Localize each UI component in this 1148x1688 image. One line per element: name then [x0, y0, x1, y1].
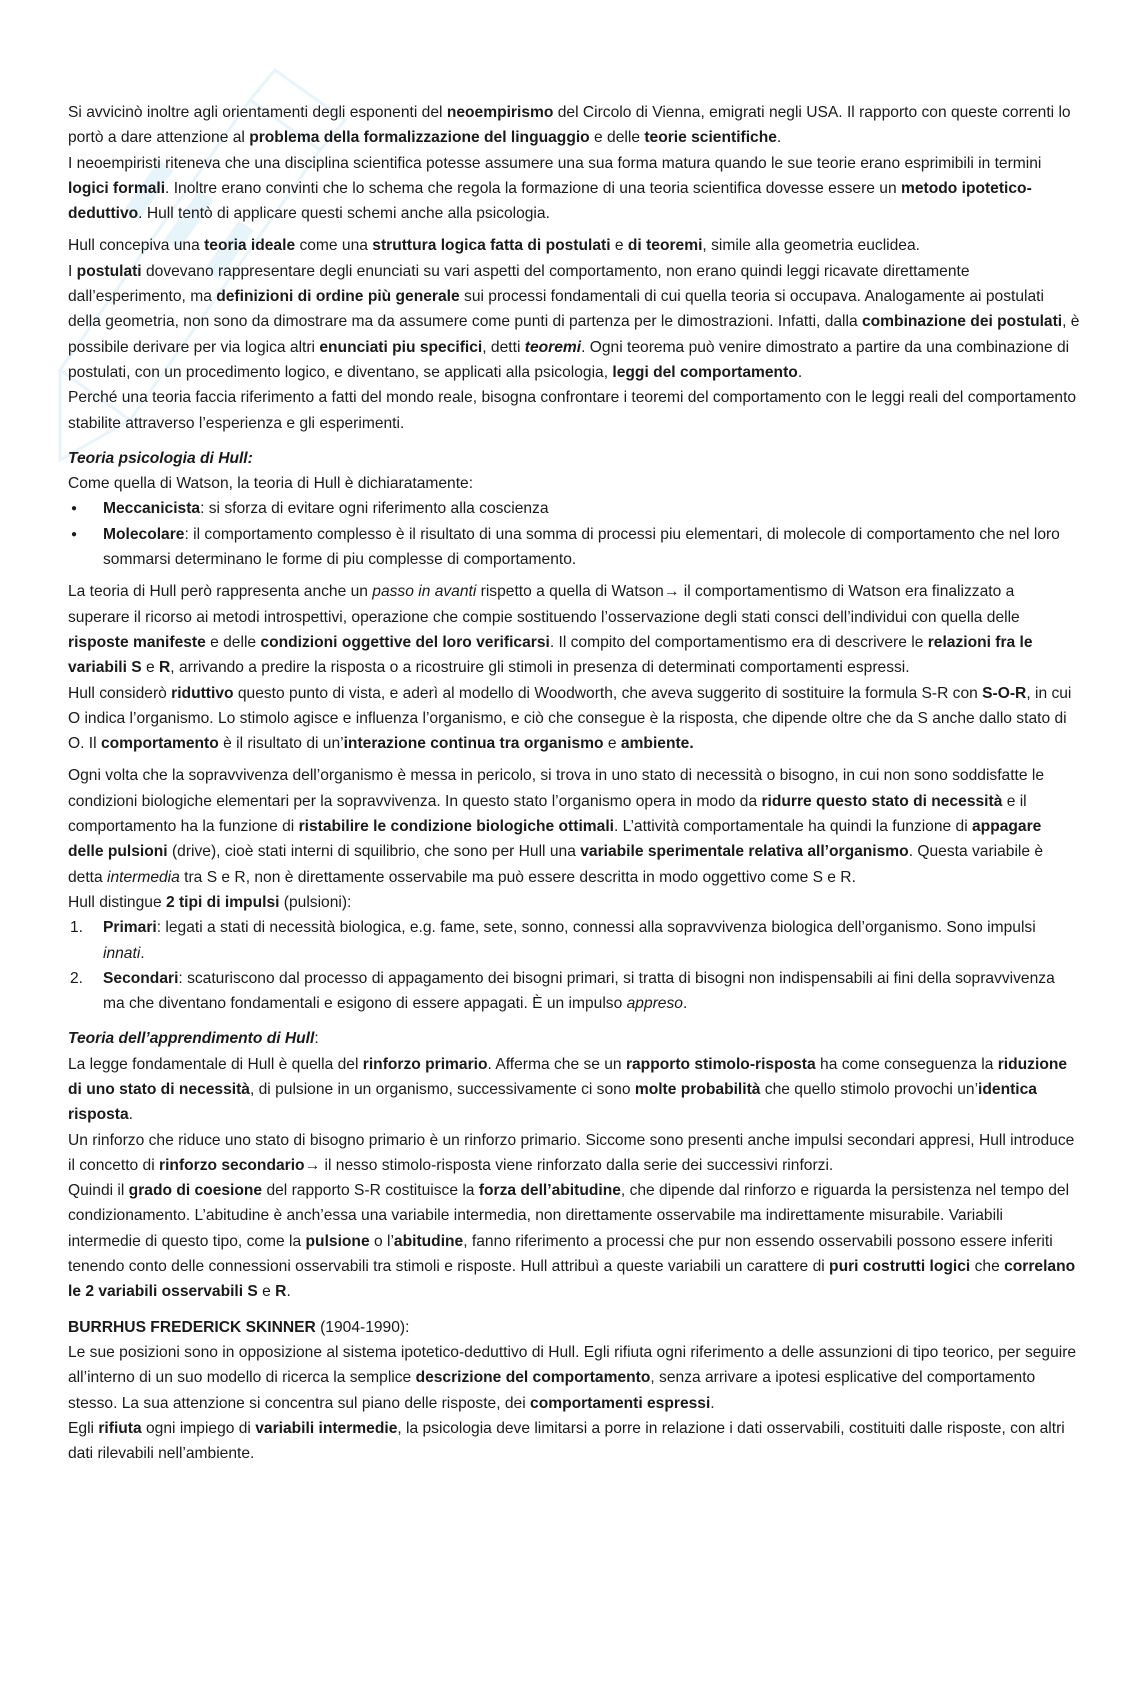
bold-term: combinazione dei postulati [861, 313, 1063, 331]
paragraph-skinner-rifiuta [68, 1416, 1080, 1467]
bold-term: postulati [76, 262, 142, 280]
text-run: La legge fondamentale di Hull è quella del [68, 1055, 363, 1073]
text-run: , di pulsione in un organismo, successivamente ci sono [249, 1080, 635, 1098]
paragraph-passo-avanti [68, 579, 1080, 680]
section-heading: Teoria dell’apprendimento di Hull [68, 1030, 315, 1048]
bold-term: grado di coesione [128, 1182, 263, 1200]
bold-term: relazioni fra le variabili S [68, 633, 1033, 677]
text-run: il comportamentismo di Watson era finalizzato a superare il ricorso ai metodi introspettivi, operazione che compie sostituendo l’osservazione degli stati consci dell’individui con quella delle [68, 583, 1020, 626]
text-run: . [140, 944, 145, 962]
bold-term: rapporto stimolo-risposta [625, 1055, 816, 1073]
arrow-right-icon: → [663, 583, 680, 601]
bold-term: leggi del comportamento [612, 363, 798, 381]
text-run: Un rinforzo che riduce uno stato di bisogno primario è un rinforzo primario. Siccome sono presenti anche impulsi secondari appresi, Hull introduce il concetto di [68, 1131, 1075, 1174]
text-run: . [710, 1394, 715, 1412]
bold-term: molte probabilità [634, 1080, 761, 1098]
italic-term: passo in avanti [372, 583, 477, 601]
paragraph-rinforzo-secondario [68, 1128, 1080, 1179]
text-run: . Afferma che se un [487, 1055, 626, 1073]
bold-term: riduttivo [171, 684, 234, 702]
bold-term: Meccanicista [103, 500, 201, 518]
text-run: del Circolo di Vienna, emigrati negli USA. Il rapporto con queste correnti lo portò a dare attenzione al [68, 104, 1071, 147]
bold-term: rifiuta [98, 1419, 142, 1437]
text-run: è il risultato di un’ [218, 735, 344, 753]
paragraph-rinforzo-primario [68, 1052, 1080, 1128]
bold-term: S-O-R [982, 684, 1027, 702]
paragraph-teoria-ideale [68, 233, 1080, 258]
bold-term: logici formali [68, 179, 166, 197]
bold-term: pulsione [305, 1232, 370, 1250]
bold-term: Primari [103, 919, 157, 937]
text-run: , la psicologia deve limitarsi a porre in relazione i dati osservabili, costituiti dalle risposte, con altri dati rilevabili nell’ambiente. [68, 1419, 1065, 1463]
bold-term: problema della formalizzazione del linguaggio [249, 129, 590, 147]
text-run: (drive), cioè stati interni di squilibrio, che sono per Hull una [167, 843, 581, 861]
paragraph-neoempirismo [68, 100, 1080, 151]
text-run: dovevano rappresentare degli enunciati su vari aspetti del comportamento, non erano quindi leggi ricavate direttamente dall’esperimento, ma [68, 262, 970, 306]
text-run: Hull considerò [68, 684, 172, 702]
text-run: I neoempiristi riteneva che una disciplina scientifica potesse assumere una sua forma matura quando le sue teorie erano esprimibili in termini [68, 154, 1042, 172]
section-heading: BURRHUS FREDERICK SKINNER [68, 1318, 316, 1336]
text-run: , che dipende dal rinforzo e riguarda la persistenza nel tempo del condizionamento. L’abitudine è anch’essa una variabile intermedia, non direttamente osservabile ma indirettamente misurabile. Variabili intermedie di questo tipo, come la [68, 1182, 1070, 1250]
bold-term: teoria ideale [204, 237, 296, 255]
text-run: rispetto a quella di Watson [476, 583, 664, 601]
bold-term: variabili intermedie [255, 1419, 398, 1437]
bold-term: metodo ipotetico-deduttivo [68, 179, 1032, 223]
bold-term: di teoremi [627, 237, 703, 255]
text-run: e delle [589, 129, 645, 147]
bullet-list [68, 496, 1080, 572]
bold-term: risposte manifeste [68, 633, 206, 651]
bold-term: ambiente. [620, 735, 694, 753]
paragraph-riduttivo [68, 681, 1080, 757]
bold-term: descrizione del comportamento [415, 1369, 651, 1387]
bold-term: ridurre questo stato di necessità [761, 792, 1003, 810]
text-run: , detti [482, 338, 525, 356]
text-run: questo punto di vista, e aderì al modello di Woodworth, che aveva suggerito di sostituire la formula S-R con [233, 684, 983, 702]
text-run: La teoria di Hull però rappresenta anche un [68, 583, 373, 601]
paragraph-skinner-posizioni [68, 1340, 1080, 1416]
text-run: . [286, 1283, 291, 1301]
text-run: , simile alla geometria euclidea. [702, 237, 920, 255]
bold-term: riduzione di uno stato di necessità [68, 1055, 1068, 1098]
text-run: . [128, 1106, 134, 1124]
text-run: . Il compito del comportamentismo era di descrivere le [549, 633, 928, 651]
bold-term: struttura logica fatta di postulati [372, 237, 611, 255]
text-run: : legati a stati di necessità biologica, e.g. fame, sete, sonno, connessi alla sopravvivenza biologica dell’organismo. Sono impulsi [156, 919, 1036, 937]
text-run: che quello stimolo provochi un’ [760, 1080, 979, 1098]
bold-term: 2 tipi di impulsi [165, 893, 280, 911]
bold-term: comportamento [100, 735, 219, 753]
text-run: : il comportamento complesso è il risultato di una somma di processi piu elementari, di molecole di comportamento che nel loro sommarsi determinano le forme di piu complesse di comportamento. [103, 525, 1060, 569]
paragraph-abitudine [68, 1178, 1080, 1304]
text-run: Le sue posizioni sono in opposizione al sistema ipotetico-deduttivo di Hull. Egli rifiuta ogni riferimento a delle assunzioni di tipo teorico, per seguire all’interno di un suo modello di ricerca la semplice [68, 1343, 1077, 1387]
bold-term: rinforzo secondario [159, 1156, 305, 1174]
text-run: ha come conseguenza la [815, 1055, 998, 1073]
text-run: ogni impiego di [141, 1419, 256, 1437]
text-run: . Questa variabile è detta [68, 843, 1044, 886]
text-run: o l’ [369, 1232, 394, 1250]
paragraph-sopravvivenza [68, 763, 1080, 889]
text-run: Egli [68, 1419, 99, 1437]
bold-term: comportamenti espressi [530, 1394, 711, 1412]
bold-term: Molecolare [103, 525, 185, 543]
bold-term: definizioni di ordine più generale [216, 288, 460, 306]
italic-term: innati [103, 944, 141, 962]
heading-teoria-psicologia: Teoria psicologia di Hull: [68, 449, 253, 467]
text-run: del rapporto S-R costituisce la [262, 1182, 479, 1200]
bold-term: condizioni oggettive del loro verificarsi [260, 633, 550, 651]
italic-term: appreso [626, 995, 683, 1013]
text-run: : [314, 1030, 319, 1048]
text-run: che [970, 1258, 1005, 1276]
text-run: , in cui O indica l’organismo. Lo stimolo agisce e influenza l’organismo, e ciò che consegue è la risposta, che dipende oltre che da S anche dallo stato di O. Il [68, 684, 1072, 753]
text-run: Si avvicinò inoltre agli orientamenti degli esponenti del [68, 104, 447, 121]
bold-italic-term: teoremi [524, 338, 582, 356]
bold-term: R [159, 659, 171, 677]
text-run: e [610, 237, 628, 255]
heading-teoria-apprendimento [68, 1026, 1080, 1051]
document-page [68, 100, 1080, 1466]
text-run: tra S e R, non è direttamente osservabile ma può essere descritta in modo oggettivo come S e R. [179, 868, 856, 886]
list-item [68, 966, 1080, 1017]
text-run: , senza arrivare a ipotesi esplicative del comportamento stesso. La sua attenzione si concentra sul piano delle risposte, dei [68, 1369, 1036, 1412]
text-run: . Ogni teorema può venire dimostrato a partire da una combinazione di postulati, con un procedimento logico, e diventano, se applicati alla psicologia, [68, 338, 1070, 381]
bold-term: interazione continua tra organismo [343, 735, 604, 753]
text-run: . Hull tentò di applicare questi schemi anche alla psicologia. [138, 205, 550, 223]
text-run: Quindi il [68, 1182, 129, 1200]
text-run: I [68, 262, 77, 280]
list-item [68, 915, 1080, 966]
text-run: Hull distingue [68, 893, 166, 911]
text-run: sui processi fondamentali di cui quella teoria si occupava. Analogamente ai postulati della geometria, non sono da dimostrare ma da assumere come punti di partenza per le dimostrazioni. Infatti, dalla [68, 288, 1044, 331]
text-run: Perché una teoria faccia riferimento a fatti del mondo reale, bisogna confrontare i teoremi del comportamento con le leggi reali del comportamento stabilite attraverso l’esperienza e gli esperimenti. [68, 389, 1077, 432]
text-run: Hull concepiva una [68, 237, 205, 255]
bold-term: variabile sperimentale relativa all’organismo [580, 843, 909, 861]
bold-term: puri costrutti logici [829, 1258, 971, 1276]
text-run: . [776, 129, 782, 147]
text-run: (pulsioni): [279, 893, 352, 911]
bold-term: correlano le 2 variabili osservabili S [68, 1258, 1076, 1301]
list-item [68, 496, 1080, 521]
text-run: . L’attività comportamentale ha quindi la funzione di [613, 818, 972, 836]
bold-term: neoempirismo [446, 104, 554, 121]
text-run: e [141, 659, 160, 677]
numbered-list [68, 915, 1080, 1016]
text-run: il nesso stimolo-risposta viene rinforzato dalla serie dei successivi rinforzi. [320, 1156, 834, 1174]
text-run: . [682, 995, 688, 1013]
list-number: 1. [70, 919, 84, 937]
text-run: e [603, 735, 621, 753]
text-run: (1904-1990): [315, 1318, 410, 1336]
bold-term: abitudine [393, 1232, 464, 1250]
italic-term: intermedia [107, 868, 180, 886]
text-run: e il comportamento ha la funzione di [68, 792, 1027, 836]
text-run: e [257, 1283, 276, 1301]
bold-term: R [275, 1283, 287, 1301]
bold-term: rinforzo primario [362, 1055, 488, 1073]
text-run: Ogni volta che la sopravvivenza dell’organismo è messa in pericolo, si trova in uno stato di necessità o bisogno, in cui non sono soddisfatte le condizioni biologiche elementari per la sopravvivenza. In questo stato l’organismo opera in modo da [68, 767, 1045, 810]
list-item [68, 522, 1080, 573]
text-run: : scaturiscono dal processo di appagamento dei bisogni primari, si tratta di bisogni non indispensabili ai fini della sopravvivenza ma che diventano fondamentali e esigono di essere appagati. È un impulso [103, 969, 1055, 1013]
bold-term: Secondari [103, 969, 179, 987]
paragraph-tipi-impulsi [68, 890, 1080, 915]
bold-term: enunciati piu specifici [319, 338, 483, 356]
paragraph-teoria-reale [68, 385, 1080, 436]
text-run: : si sforza di evitare ogni riferimento alla coscienza [200, 500, 549, 518]
paragraph-intro-watson: Come quella di Watson, la teoria di Hull è dichiaratamente: [68, 475, 474, 493]
text-run: . [797, 363, 803, 381]
paragraph-neoempiristi [68, 151, 1080, 227]
text-run: come una [295, 237, 373, 255]
bold-term: identica risposta [68, 1080, 1037, 1124]
arrow-right-icon: → [304, 1156, 321, 1174]
bold-term: ristabilire le condizione biologiche ottimali [298, 818, 614, 836]
bold-term: teorie scientifiche [644, 129, 777, 147]
text-run: e delle [205, 633, 261, 651]
text-run: , è possibile derivare per via logica altri [68, 313, 1080, 356]
text-run: , fanno riferimento a processi che pur non essendo osservabili possono essere inferiti tenendo conto delle connessioni osservabili tra stimoli e risposte. Hull attribuì a queste variabili un carattere di [68, 1232, 1053, 1276]
paragraph-postulati [68, 259, 1080, 385]
list-number: 2. [70, 969, 84, 987]
bold-term: appagare delle pulsioni [68, 818, 1042, 861]
text-run: . Inoltre erano convinti che lo schema che regola la formazione di una teoria scientifica dovesse essere un [165, 179, 901, 197]
bold-term: forza dell’abitudine [478, 1182, 621, 1200]
heading-skinner [68, 1315, 1080, 1340]
text-run: , arrivando a predire la risposta o a ricostruire gli stimoli in presenza di determinati comportamenti espressi. [170, 659, 910, 677]
